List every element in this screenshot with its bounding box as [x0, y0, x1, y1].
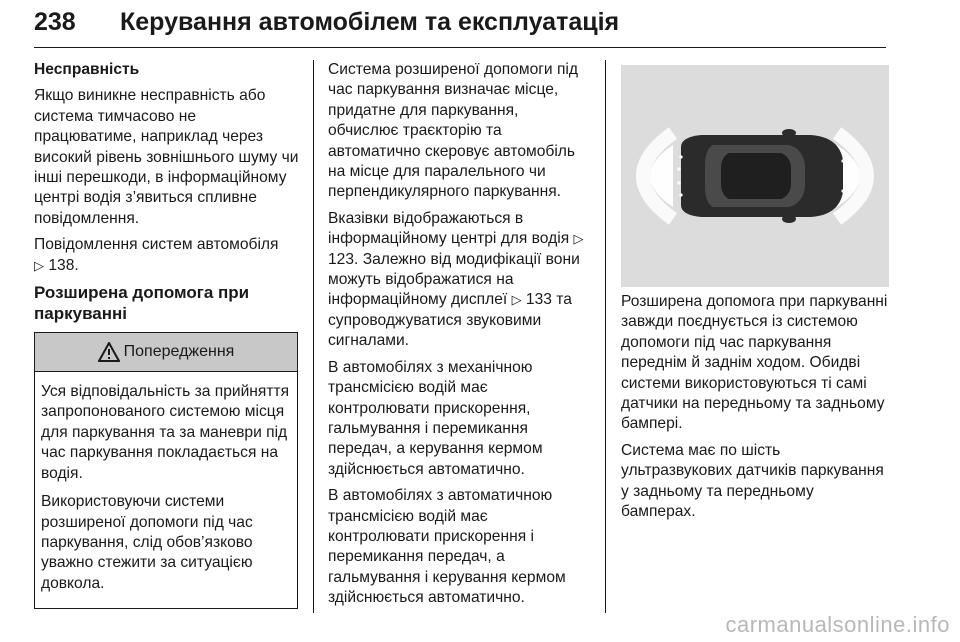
column-divider — [313, 60, 314, 613]
page-link-123[interactable]: 123. — [328, 250, 359, 268]
column-divider — [605, 60, 606, 613]
automatic-transmission-paragraph: В автомобілях з автоматичною трансмісією водій має контролювати прискорення і перемикання передач, а гальмування і керування кермом здійснюється автоматично. — [328, 487, 566, 607]
warning-text-1: Уся відповідальність за прийняття запропонованого системою місця для паркування та за маневри під час паркування покладається на водія. — [41, 383, 290, 482]
page-link-133[interactable]: 133 — [525, 291, 552, 309]
caption-paragraph-1: Розширена допомога при паркуванні завжди поєднується із системою допомоги під час паркування переднім й заднім ходом. Обидві системи використовуються ті самі датчики на передньому та задньому бампері. — [621, 293, 888, 433]
ref-arrow-icon: ▷ — [34, 257, 44, 273]
intro-paragraph: Система розширеної допомоги під час паркування визначає місце, придатне для паркування, обчислює траєкторію та автоматично скеровує автомобіль на місце для паралельного чи перпендикулярного паркування. — [328, 61, 578, 201]
warning-title: Попередження — [123, 342, 235, 360]
ref-arrow-icon: ▷ — [511, 292, 522, 308]
page-number: 238 — [34, 8, 76, 36]
warning-body — [35, 372, 297, 608]
warning-triangle-icon — [98, 342, 120, 362]
messages-page-link[interactable]: 138. — [48, 256, 79, 274]
watermark: carmanualsonline.info — [725, 612, 950, 637]
warning-text-2: Використовуючи системи розширеної допомоги під час паркування, слід обов’язково уважно стежити за ситуацією довкола. — [41, 493, 253, 592]
messages-text: Повідомлення систем автомобіля — [34, 236, 279, 254]
figure-caption — [621, 292, 889, 528]
fault-text: Якщо виникне несправність або система тимчасово не працюватиме, наприклад через високий рівень зовнішнього шуму чи інші перешкоди, в інформаційному центрі водія з’явиться спливне повідомлення. — [34, 87, 299, 227]
section-title: Розширена допомога при паркуванні — [34, 283, 250, 324]
ref-arrow-icon: ▷ — [573, 231, 584, 247]
warning-box — [34, 332, 298, 609]
display-text-b: Залежно від модифікації вони можуть відображатися на інформаційному дисплеї — [328, 250, 580, 309]
messages-paragraph — [34, 235, 302, 276]
fault-heading: Несправність — [34, 61, 140, 78]
column-middle — [328, 60, 590, 615]
caption-paragraph-2: Система має по шість ультразвукових датчиків паркування у задньому та передньому бамперах. — [621, 441, 884, 521]
page-header — [34, 4, 886, 46]
warning-header — [35, 333, 297, 372]
parking-sensors-figure — [621, 65, 889, 287]
display-paragraph — [328, 209, 590, 352]
page-title: Керування автомобілем та експлуатація — [120, 8, 620, 36]
header-rule — [34, 47, 886, 48]
column-left — [34, 60, 302, 609]
manual-transmission-paragraph: В автомобілях з механічною трансмісією водій має контролювати прискорення, гальмування і перемикання передач, а керування кермом здійснюється автоматично. — [328, 358, 543, 478]
display-text-c: та супроводжуватися звуковими сигналами. — [328, 291, 572, 350]
display-text-a: Вказівки відображаються в інформаційному центрі для водія — [328, 209, 570, 248]
car-top-view-illustration — [621, 65, 889, 287]
